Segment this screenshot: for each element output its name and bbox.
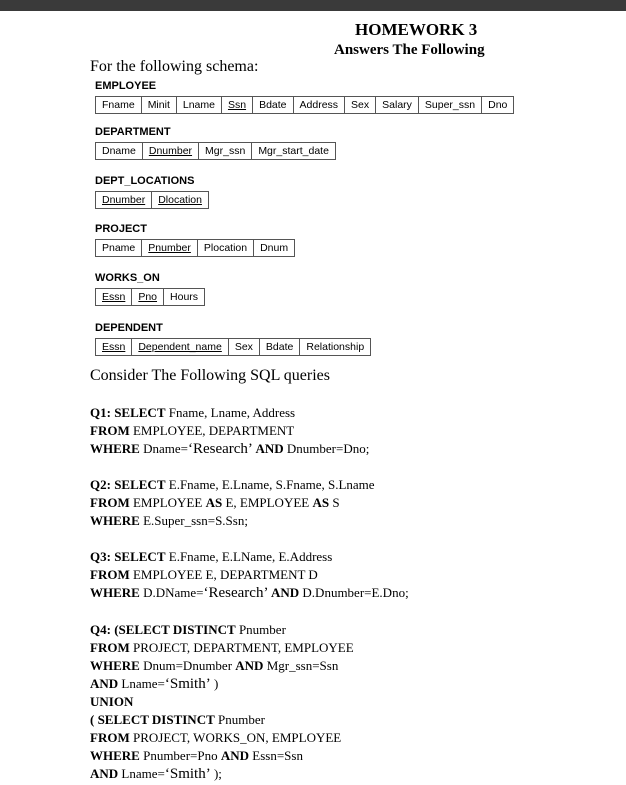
- sql-text: E.Fname, E.LName, E.Address: [165, 549, 333, 564]
- relation-dependent: [95, 322, 371, 356]
- attribute-cell: Minit: [142, 97, 177, 113]
- attribute-cell: Bdate: [260, 339, 300, 355]
- query-q3: [90, 548, 409, 602]
- query-line: [90, 729, 354, 747]
- key-attribute-cell: Pnumber: [142, 240, 198, 256]
- sql-keyword: AS: [205, 495, 223, 510]
- sql-keyword: Q3: SELECT: [90, 549, 166, 564]
- query-line: [90, 711, 354, 729]
- relation-name: DEPARTMENT: [95, 126, 171, 138]
- attribute-cell: Salary: [376, 97, 419, 113]
- sql-keyword: AS: [312, 495, 330, 510]
- query-q2: [90, 476, 375, 530]
- query-line: [90, 639, 354, 657]
- sql-text: Pnumber=Pno: [139, 748, 221, 763]
- sql-text: PROJECT, WORKS_ON, EMPLOYEE: [129, 730, 342, 745]
- sql-keyword: WHERE: [90, 658, 140, 673]
- query-line: [90, 440, 369, 458]
- sql-text: Lname=: [118, 676, 165, 691]
- query-q4: [90, 621, 354, 783]
- sql-keyword: Q1: SELECT: [90, 405, 166, 420]
- attribute-cell: Dname: [96, 143, 143, 159]
- attribute-row: [95, 142, 336, 160]
- sql-keyword: WHERE: [90, 585, 140, 600]
- relation-employee: [95, 80, 514, 114]
- sql-keyword: Q2: SELECT: [90, 477, 166, 492]
- sql-text: EMPLOYEE E, DEPARTMENT D: [129, 567, 318, 582]
- query-line: [90, 404, 369, 422]
- sql-text: Fname, Lname, Address: [165, 405, 296, 420]
- sql-string: ‘Research’: [187, 441, 253, 457]
- key-attribute-cell: Dnumber: [143, 143, 199, 159]
- attribute-row: [95, 338, 371, 356]
- attribute-cell: Plocation: [198, 240, 254, 256]
- sql-keyword: WHERE: [90, 513, 140, 528]
- key-attribute-cell: Essn: [96, 289, 132, 305]
- attribute-row: [95, 288, 205, 306]
- sql-keyword: WHERE: [90, 441, 140, 456]
- attribute-cell: Address: [294, 97, 346, 113]
- query-line: [90, 747, 354, 765]
- key-attribute-cell: Ssn: [222, 97, 253, 113]
- query-line: [90, 621, 354, 639]
- sql-keyword: FROM: [90, 423, 130, 438]
- key-attribute-cell: Essn: [96, 339, 132, 355]
- query-line: [90, 548, 409, 566]
- relation-name: EMPLOYEE: [95, 80, 157, 92]
- sql-string: ‘Research’: [203, 585, 269, 601]
- relation-name: DEPT_LOCATIONS: [95, 175, 195, 187]
- sql-text: Dname=: [139, 441, 188, 456]
- query-line: [90, 566, 409, 584]
- query-q1: [90, 404, 369, 458]
- sql-keyword: AND: [252, 441, 284, 456]
- query-line: [90, 584, 409, 602]
- sql-text: PROJECT, DEPARTMENT, EMPLOYEE: [129, 640, 354, 655]
- sql-string: ‘Smith’: [164, 766, 211, 782]
- sql-keyword: UNION: [90, 694, 134, 709]
- query-line: [90, 494, 375, 512]
- attribute-row: [95, 191, 209, 209]
- sql-text: Pnumber: [214, 712, 265, 727]
- sql-text: );: [210, 766, 222, 781]
- sql-keyword: AND: [235, 658, 264, 673]
- sql-text: E.Super_ssn=S.Ssn;: [139, 513, 248, 528]
- attribute-cell: Mgr_start_date: [258, 145, 329, 157]
- query-line: [90, 693, 354, 711]
- sql-keyword: AND: [90, 766, 119, 781]
- attribute-cell: Dno: [488, 99, 508, 111]
- relation-name: WORKS_ON: [95, 272, 160, 284]
- attribute-cell: Relationship: [306, 341, 365, 353]
- sql-text: Pnumber: [235, 622, 286, 637]
- relation-works-on: [95, 272, 205, 306]
- sql-keyword: WHERE: [90, 748, 140, 763]
- sql-text: D.DName=: [139, 585, 204, 600]
- queries-intro: Consider The Following SQL queries: [90, 367, 330, 384]
- sql-text: Dnum=Dnumber: [139, 658, 236, 673]
- attribute-cell: Lname: [177, 97, 222, 113]
- query-line: [90, 512, 375, 530]
- key-attribute-cell: Dlocation: [158, 194, 202, 206]
- page-title: HOMEWORK 3: [355, 20, 478, 39]
- sql-text: Lname=: [118, 766, 165, 781]
- sql-text: EMPLOYEE: [129, 495, 206, 510]
- sql-keyword: FROM: [90, 495, 130, 510]
- attribute-cell: Dnum: [260, 242, 289, 254]
- attribute-row: [95, 239, 295, 257]
- relation-dept-locations: [95, 175, 209, 209]
- page-subtitle: Answers The Following: [334, 42, 485, 58]
- schema-intro: For the following schema:: [90, 58, 259, 75]
- relation-project: [95, 223, 295, 257]
- query-line: [90, 765, 354, 783]
- relation-department: [95, 126, 336, 160]
- attribute-cell: Sex: [345, 97, 376, 113]
- sql-text: ): [210, 676, 219, 691]
- attribute-cell: Pname: [96, 240, 142, 256]
- sql-text: E, EMPLOYEE: [222, 495, 313, 510]
- query-line: [90, 422, 369, 440]
- sql-keyword: FROM: [90, 640, 130, 655]
- sql-text: D.Dnumber=E.Dno;: [299, 585, 409, 600]
- relation-name: PROJECT: [95, 223, 147, 235]
- query-line: [90, 476, 375, 494]
- sql-text: EMPLOYEE, DEPARTMENT: [129, 423, 295, 438]
- sql-keyword: AND: [220, 748, 250, 763]
- sql-keyword: AND: [90, 676, 119, 691]
- attribute-cell: Super_ssn: [419, 97, 482, 113]
- sql-text: S: [329, 495, 340, 510]
- sql-keyword: AND: [268, 585, 300, 600]
- sql-text: Essn=Ssn: [249, 748, 303, 763]
- attribute-cell: Hours: [170, 291, 199, 303]
- viewer-top-bar: [0, 0, 626, 11]
- sql-text: Mgr_ssn=Ssn: [263, 658, 339, 673]
- key-attribute-cell: Dnumber: [96, 192, 152, 208]
- sql-text: Dnumber=Dno;: [283, 441, 370, 456]
- key-attribute-cell: Dependent_name: [132, 339, 228, 355]
- relation-name: DEPENDENT: [95, 322, 163, 334]
- attribute-cell: Bdate: [253, 97, 293, 113]
- sql-string: ‘Smith’: [164, 676, 211, 692]
- attribute-row: [95, 96, 514, 114]
- sql-keyword: FROM: [90, 730, 130, 745]
- sql-keyword: ( SELECT DISTINCT: [90, 712, 215, 727]
- key-attribute-cell: Pno: [132, 289, 164, 305]
- attribute-cell: Sex: [229, 339, 260, 355]
- query-line: [90, 675, 354, 693]
- attribute-cell: Fname: [96, 97, 142, 113]
- sql-keyword: Q4: (SELECT DISTINCT: [90, 622, 236, 637]
- sql-text: E.Fname, E.Lname, S.Fname, S.Lname: [165, 477, 375, 492]
- sql-keyword: FROM: [90, 567, 130, 582]
- attribute-cell: Mgr_ssn: [199, 143, 252, 159]
- query-line: [90, 657, 354, 675]
